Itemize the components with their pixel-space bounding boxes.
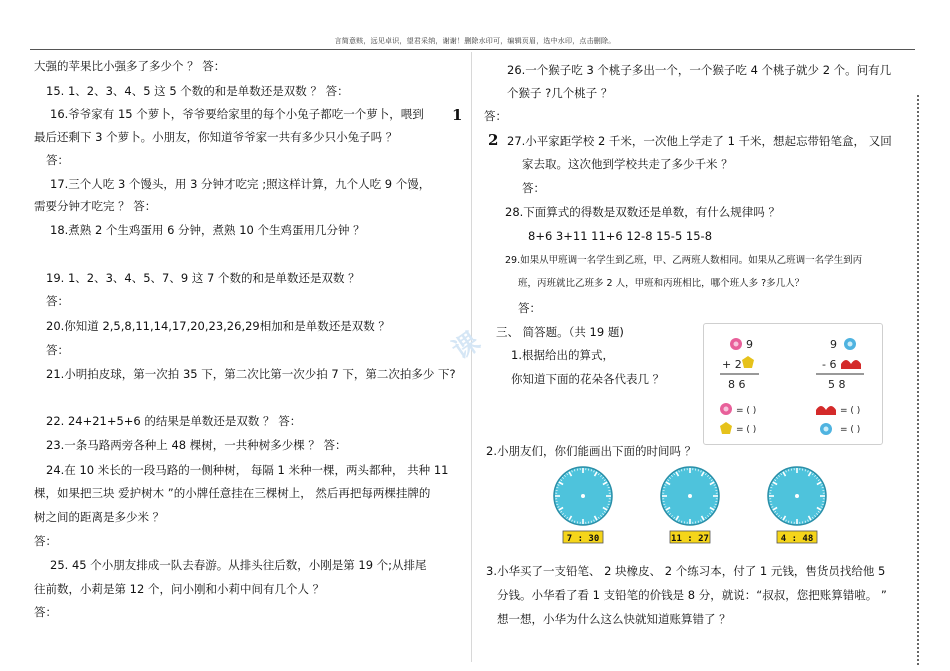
question-line: 26.一个猴子吃 3 个桃子多出一个，一个猴子吃 4 个桃子就少 2 个。问有几: [507, 63, 892, 77]
question-line: 需要分钟才吃完 ？ 答：: [34, 199, 157, 213]
clock-center: [795, 494, 799, 498]
question-line: 29.如果从甲班调一名学生到乙班，甲、乙两班人数相同。如果从乙班调一名学生到丙: [505, 255, 863, 266]
answer-label: 答：: [522, 181, 545, 195]
question-line: 25. 45 个小朋友排成一队去春游。从排头往后数，小刚是第 19 个;从排尾: [50, 558, 427, 572]
question-line: 17.三个人吃 3 个馒头，用 3 分钟才吃完 ;照这样计算，九个人吃 9 个馒，: [50, 177, 431, 191]
question-line: 18.煮熟 2 个生鸡蛋用 6 分钟，煮熟 10 个生鸡蛋用几分钟 ？: [50, 223, 365, 237]
clock-time-label: 4 : 48: [780, 534, 814, 544]
clock-center: [688, 494, 692, 498]
red-flower-icon: [816, 406, 836, 415]
clock-center: [581, 494, 585, 498]
question-line: 往前数，小莉是第 12 个，问小刚和小莉中间有几个人 ？: [34, 582, 325, 596]
question-line: 班，丙班就比乙班多 2 人，甲班和丙班相比，哪个班人多 ?多几人？: [518, 278, 805, 289]
question-line: 个猴子 ?几个桃子 ？: [507, 86, 613, 100]
answer-label: 答：: [46, 153, 69, 167]
question-line: 分钱。小华看了看 1 支铅笔的价钱是 8 分，就说：“叔叔，您把账算错啦。 ”: [497, 588, 887, 602]
question-line: 19. 1、2、3、4、5、7、9 这 7 个数的和是单数还是双数 ？: [46, 271, 360, 285]
question-line: 16.爷爷家有 15 个萝卜，爷爷要给家里的每个小兔子都吃一个萝卜，喂到: [50, 107, 424, 121]
blank-answer: = ( ): [840, 406, 861, 416]
section-heading: 三、 简答题。（共 19 题): [496, 325, 624, 339]
question-line: 21.小明拍皮球，第一次拍 35 下，第二次比第一次少拍 7 下，第二次拍多少 下?: [46, 367, 456, 381]
flower-puzzle-svg: [704, 324, 882, 444]
right-top-number: 9: [830, 338, 837, 351]
question-line: 你知道下面的花朵各代表几 ？: [511, 372, 665, 386]
yellow-flower-icon: [742, 356, 754, 368]
page-number-right: 2: [488, 131, 499, 149]
question-line: 28.下面算式的得数是双数还是单数，有什么规律吗 ？: [505, 205, 780, 219]
answer-label: 答：: [518, 301, 541, 315]
left-operator: + 2: [722, 358, 742, 371]
expression-list: 8+6 3+11 11+6 12-8 15-5 15-8: [528, 229, 713, 243]
question-line: 20.你知道 2,5,8,11,14,17,20,23,26,29相加和是单数还是双数 ？: [46, 319, 390, 333]
question-line: 2.小朋友们，你们能画出下面的时间吗 ？: [486, 444, 697, 458]
clocks-svg: [537, 461, 843, 546]
left-result: 8 6: [728, 378, 746, 391]
blank-answer: = ( ): [736, 425, 757, 435]
question-line: 最后还剩下 3 个萝卜。小朋友，你知道爷爷家一共有多少只小兔子吗 ？: [34, 130, 398, 144]
red-flower-icon: [841, 360, 861, 369]
answer-label: 答：: [34, 605, 57, 619]
answer-label: 答：: [34, 534, 57, 548]
header-rule: [30, 49, 915, 50]
answer-label: 答：: [46, 343, 69, 357]
blank-answer: = ( ): [736, 406, 757, 416]
question-line: 22. 24+21+5+6 的结果是单数还是双数 ？ 答：: [46, 414, 302, 428]
question-line: 大强的苹果比小强多了多少个 ？ 答：: [34, 59, 226, 73]
flower-puzzle-figure: [703, 323, 883, 445]
header-notice: 言简意赅，远见卓识，望君采纳，谢谢！删除水印可，编辑页眉，选中水印，点击删除。: [334, 37, 616, 45]
question-line: 棵，如果把三块 爱护树木 ”的小牌任意挂在三棵树上， 然后再把每两棵挂牌的: [34, 486, 431, 500]
watermark: 课: [447, 326, 486, 367]
blank-answer: = ( ): [840, 425, 861, 435]
right-result: 5 8: [828, 378, 846, 391]
clock-faces-figure: [537, 461, 843, 546]
question-line: 想一想，小华为什么这么快就知道账算错了 ？: [497, 612, 731, 626]
right-operator: - 6: [822, 358, 837, 371]
question-line: 24.在 10 米长的一段马路的一侧种树， 每隔 1 米种一棵，两头都种， 共种 11: [46, 463, 449, 477]
answer-label: 答：: [46, 294, 69, 308]
left-top-number: 9: [746, 338, 753, 351]
question-line: 27.小平家距学校 2 千米，一次他上学走了 1 千米，想起忘带铅笔盒， 又回: [507, 134, 892, 148]
question-line: 1.根据给出的算式，: [511, 348, 614, 362]
question-line: 3.小华买了一支铅笔、 2 块橡皮、 2 个练习本，付了 1 元钱，售货员找给他 5: [486, 564, 886, 578]
answer-label: 答：: [484, 109, 507, 123]
question-line: 家去取。这次他到学校共走了多少千米 ？: [522, 157, 733, 171]
question-line: 15. 1、2、3、4、5 这 5 个数的和是单数还是双数 ？ 答：: [46, 84, 349, 98]
clock-time-label: 11 : 27: [671, 534, 709, 544]
question-line: 树之间的距离是多少米 ？: [34, 510, 165, 524]
binding-dotted-line: [917, 95, 919, 665]
clock-time-label: 7 : 30: [566, 534, 600, 544]
page-number-left: 1: [452, 106, 463, 124]
yellow-flower-icon: [720, 422, 732, 434]
question-line: 23.一条马路两旁各种上 48 棵树，一共种树多少棵 ？ 答：: [46, 438, 347, 452]
